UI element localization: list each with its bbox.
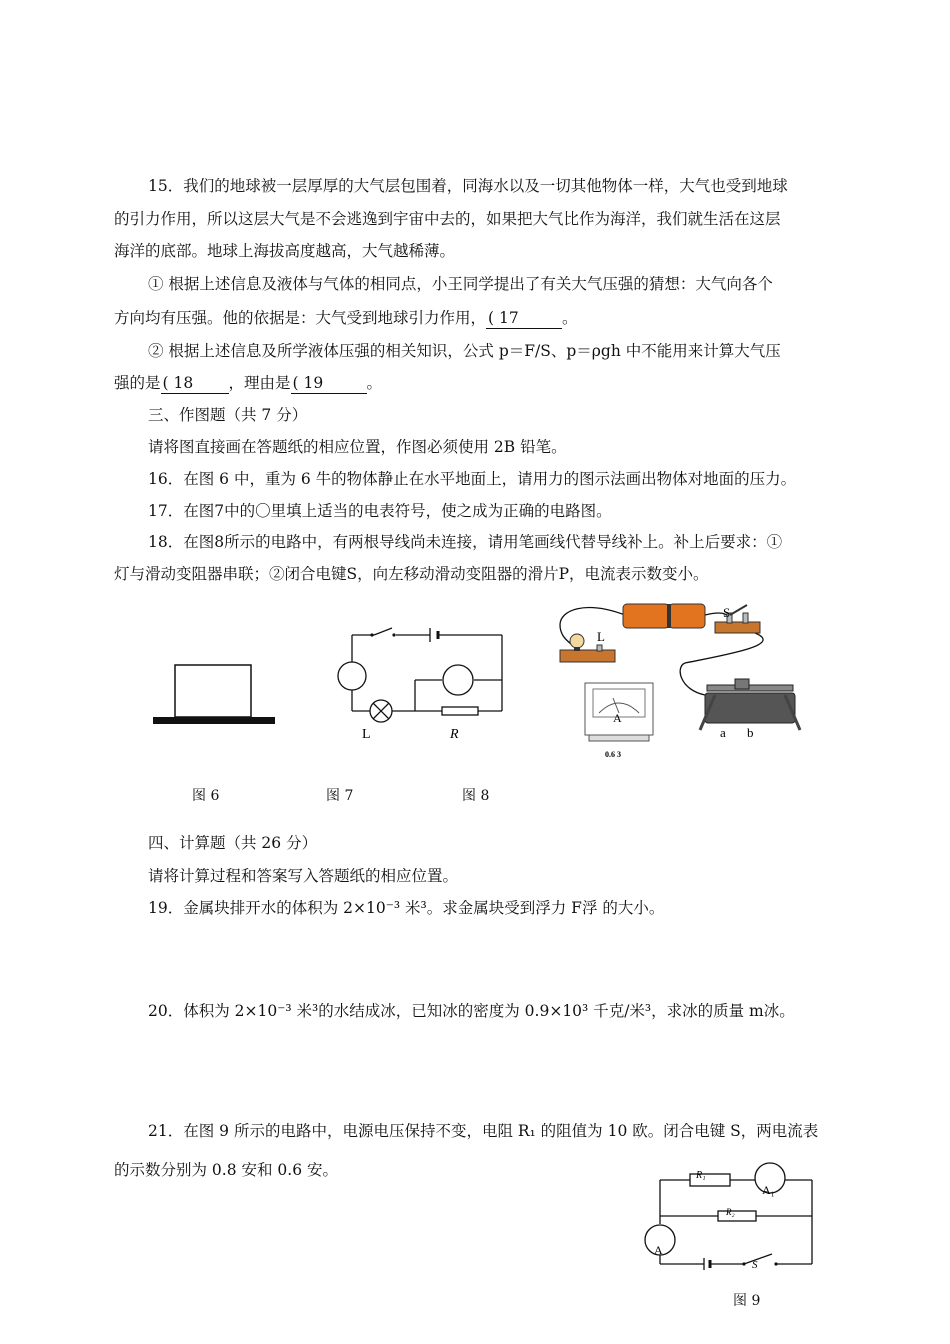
switch-icon bbox=[715, 605, 760, 633]
figure-7-caption: 图 7 bbox=[326, 788, 354, 804]
label-R: R bbox=[450, 727, 459, 742]
figure-6-caption: 图 6 bbox=[192, 788, 220, 804]
q17-text: 17．在图7中的〇里填上适当的电表符号，使之成为正确的电路图。 bbox=[148, 502, 612, 520]
answer-blank-19[interactable]: ( 19 bbox=[291, 373, 367, 394]
label-L: L bbox=[362, 727, 371, 742]
answer-blank-18[interactable]: ( 18 bbox=[161, 373, 229, 394]
section4-instruction: 请将计算过程和答案写入答题纸的相应位置。 bbox=[148, 867, 459, 885]
q21-line1: 21．在图 9 所示的电路中，电源电压保持不变，电阻 R₁ 的阻值为 10 欧。闭合电键 S，两电流表 bbox=[148, 1122, 819, 1140]
q18-line2: 灯与滑动变阻器串联；②闭合电键S，向左移动滑动变阻器的滑片P，电流表示数变小。 bbox=[114, 565, 709, 583]
q15-part1-line1: ① 根据上述信息及液体与气体的相同点，小王同学提出了有关大气压强的猜想：大气向各个 bbox=[148, 275, 773, 293]
q15-part1-line2 bbox=[114, 308, 578, 329]
ground bbox=[153, 717, 275, 724]
q21-line2: 的示数分别为 0.8 安和 0.6 安。 bbox=[114, 1161, 339, 1179]
label-r2: R₂ bbox=[726, 1207, 735, 1217]
q15-part2-line2 bbox=[114, 373, 382, 394]
section3-title: 三、作图题（共 7 分） bbox=[148, 406, 308, 424]
q15-line3: 海洋的底部。地球上海拔高度越高，大气越稀薄。 bbox=[114, 242, 456, 260]
q15-part2-end: 。 bbox=[366, 374, 383, 392]
terminal-a: a bbox=[720, 725, 726, 740]
lamp-icon bbox=[560, 634, 615, 662]
q15-part2-start: 强的是 bbox=[114, 374, 161, 392]
lamp-label: L bbox=[597, 629, 605, 644]
meter-circle-left bbox=[338, 662, 366, 690]
figure-6 bbox=[148, 655, 278, 735]
switch-label: S bbox=[723, 605, 731, 620]
ammeter-range: 0.6 3 bbox=[605, 750, 621, 759]
figure-7 bbox=[330, 620, 520, 750]
terminal-b: b bbox=[747, 725, 754, 740]
ammeter-label: A bbox=[613, 711, 622, 725]
section4-title: 四、计算题（共 26 分） bbox=[148, 834, 318, 852]
q16-text: 16．在图 6 中，重为 6 牛的物体静止在水平地面上，请用力的图示法画出物体对地面的压力。 bbox=[148, 470, 797, 488]
resistor-symbol bbox=[442, 707, 478, 715]
q19-text: 19．金属块排开水的体积为 2×10⁻³ 米³。求金属块受到浮力 F浮 的大小。 bbox=[148, 899, 665, 917]
resistor-r2 bbox=[718, 1211, 756, 1221]
q15-line1: 15．我们的地球被一层厚厚的大气层包围着，同海水以及一切其他物体一样，大气也受到地球 bbox=[148, 177, 788, 195]
q15-line2: 的引力作用，所以这层大气是不会逃逸到宇宙中去的，如果把大气比作为海洋，我们就生活在这层 bbox=[114, 210, 781, 228]
q15-part1-text: 方向均有压强。他的依据是：大气受到地球引力作用， bbox=[114, 309, 487, 327]
label-s: S bbox=[752, 1259, 758, 1271]
rheostat-icon bbox=[700, 679, 800, 730]
label-a: A bbox=[654, 1243, 663, 1257]
battery-icon bbox=[623, 604, 705, 628]
figure-9 bbox=[640, 1158, 830, 1278]
q15-part2-line1: ② 根据上述信息及所学液体压强的相关知识，公式 p＝F/S、p＝ρgh 中不能用来计算大气压 bbox=[148, 342, 781, 360]
figure-8 bbox=[555, 595, 835, 770]
q18-line1: 18．在图8所示的电路中，有两根导线尚未连接，请用笔画线代替导线补上。补上后要求：① bbox=[148, 533, 783, 551]
q20-text: 20．体积为 2×10⁻³ 米³的水结成冰，已知冰的密度为 0.9×10³ 千克/米³，求冰的质量 m冰。 bbox=[148, 1002, 795, 1020]
block bbox=[175, 665, 251, 717]
q15-part2-mid: ，理由是 bbox=[228, 374, 291, 392]
figure-8-caption: 图 8 bbox=[462, 788, 490, 804]
figure-9-caption: 图 9 bbox=[733, 1293, 761, 1309]
label-r1: R₁ bbox=[696, 1170, 706, 1181]
label-a1: A₁ bbox=[762, 1183, 775, 1197]
section3-instruction: 请将图直接画在答题纸的相应位置，作图必须使用 2B 铅笔。 bbox=[148, 438, 567, 456]
q15-part1-end: 。 bbox=[562, 309, 578, 327]
meter-circle-right bbox=[443, 665, 473, 695]
answer-blank-17[interactable]: ( 17 bbox=[486, 308, 562, 329]
